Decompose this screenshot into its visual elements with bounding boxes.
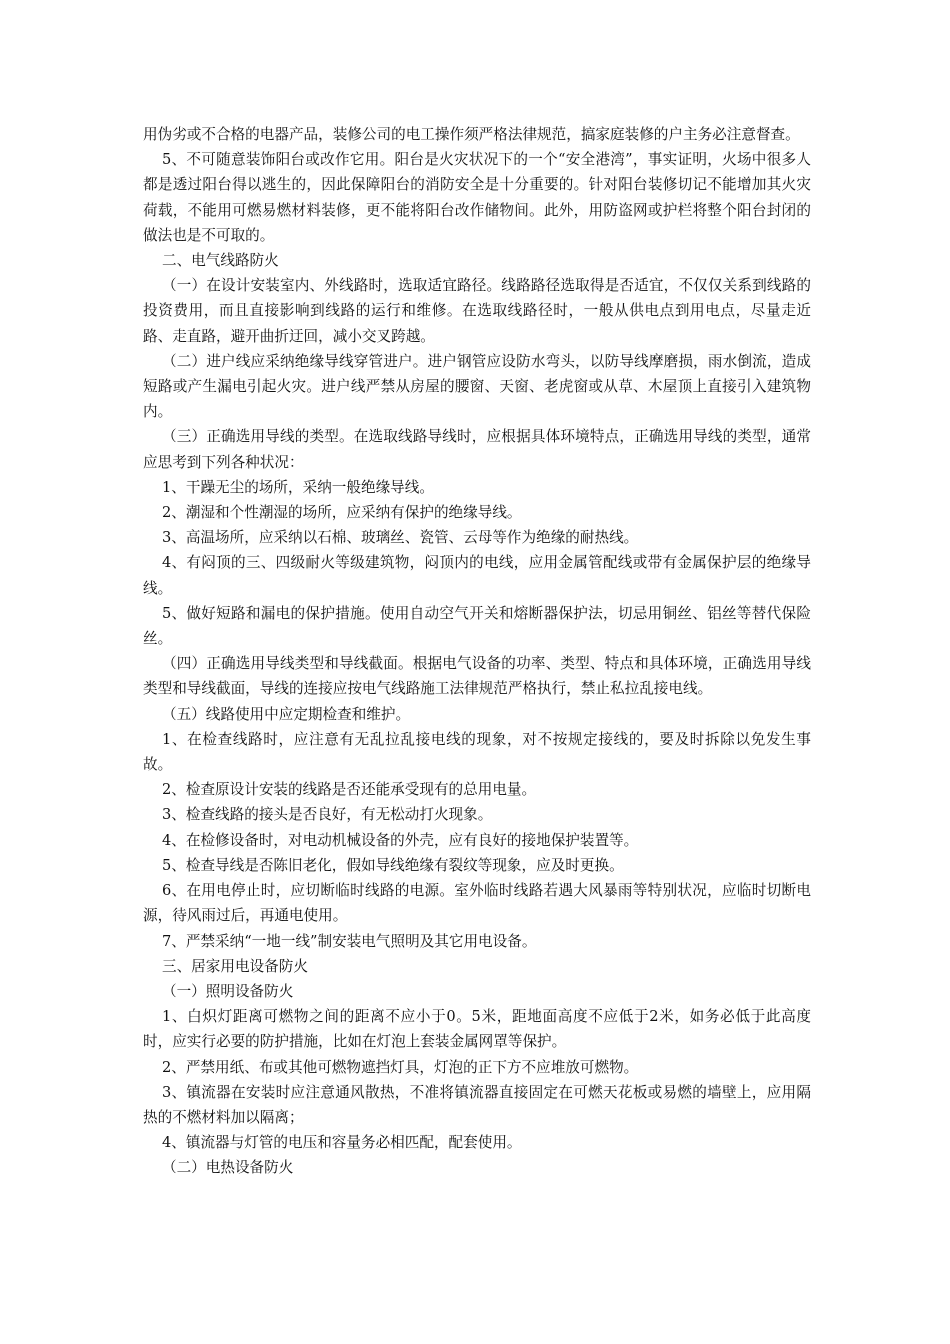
list-item: 7、严禁采纳“一地一线”制安装电气照明及其它用电设备。 — [161, 932, 537, 950]
list-item: 1、在检查线路时，应注意有无乱拉乱接电线的现象，对不按规定接线的，要及时拆除以免发生事故。 — [143, 730, 811, 774]
list-item: 2、检查原设计安装的线路是否还能承受现有的总用电量。 — [161, 781, 537, 799]
subsection-heading: （二）电热设备防火 — [161, 1159, 294, 1177]
list-item: 1、干躁无尘的场所，采纳一般绝缘导线。 — [161, 478, 434, 496]
paragraph: （五）线路使用中应定期检查和维护。 — [161, 705, 411, 723]
paragraph: （三）正确选用导线的类型。在选取线路导线时，应根据具体环境特点，正确选用导线的类型，通常应思考到下列各种状况： — [143, 428, 811, 471]
list-item: 4、镇流器与灯管的电压和容量务必相匹配，配套使用。 — [161, 1134, 522, 1152]
list-item: 3、镇流器在安装时应注意通风散热，不准将镇流器直接固定在可燃天花板或易燃的墙壁上，应用隔热的不燃材料加以隔离； — [143, 1083, 811, 1126]
paragraph: （一）在设计安装室内、外线路时，选取适宜路径。线路路径选取得是否适宜，不仅仅关系到线路的投资费用，而且直接影响到线路的运行和维修。在选取线路径时，一般从供电点到用电点，尽量走近路、走直路，避开曲折迂回，减小交叉跨越。 — [143, 277, 811, 345]
list-item: 2、潮湿和个性潮湿的场所，应采纳有保护的绝缘导线。 — [161, 504, 522, 522]
list-item: 6、在用电停止时，应切断临时线路的电源。室外临时线路若遇大风暴雨等特别状况，应临时切断电源，待风雨过后，再通电使用。 — [143, 882, 811, 925]
paragraph: 用伪劣或不合格的电器产品，装修公司的电工操作须严格法律规范，搞家庭装修的户主务必注意督查。 — [143, 126, 800, 143]
list-item: 1、白炽灯距离可燃物之间的距离不应小于0。5米，距地面高度不应低于2米，如务必低于此高度时，应实行必要的防护措施，比如在灯泡上套装金属网罩等保护。 — [143, 1008, 811, 1051]
paragraph: 5、不可随意装饰阳台或改作它用。阳台是火灾状况下的一个“安全港湾”，事实证明，火场中很多人都是透过阳台得以逃生的，因此保障阳台的消防安全是十分重要的。针对阳台装修切记不能增加其火灾荷载，不能用可燃易燃材料装修，更不能将阳台改作储物间。此外，用防盗网或护栏将整个阳台封闭的做法也是不可取的。 — [143, 151, 811, 244]
list-item: 5、检查导线是否陈旧老化，假如导线绝缘有裂纹等现象，应及时更换。 — [161, 856, 624, 874]
list-item: 2、严禁用纸、布或其他可燃物遮挡灯具，灯泡的正下方不应堆放可燃物。 — [161, 1058, 639, 1076]
subsection-heading: （一）照明设备防火 — [161, 982, 294, 1000]
paragraph: （二）进户线应采纳绝缘导线穿管进户。进户钢管应设防水弯头，以防导线摩磨损，雨水倒流，造成短路或产生漏电引起火灾。进户线严禁从房屋的腰窗、天窗、老虎窗或从草、木屋顶上直接引入建筑物内。 — [143, 352, 811, 421]
section-heading: 三、居家用电设备防火 — [161, 957, 308, 975]
list-item: 5、做好短路和漏电的保护措施。使用自动空气开关和熔断器保护法，切忌用铜丝、铝丝等替代保险丝。 — [143, 604, 811, 648]
list-item: 3、高温场所，应采纳以石棉、玻璃丝、瓷管、云母等作为绝缘的耐热线。 — [161, 529, 639, 547]
paragraph: （四）正确选用导线类型和导线截面。根据电气设备的功率、类型、特点和具体环境，正确选用导线类型和导线截面，导线的连接应按电气线路施工法律规范严格执行，禁止私拉乱接电线。 — [143, 655, 811, 698]
list-item: 3、检查线路的接头是否良好，有无松动打火现象。 — [161, 806, 493, 824]
list-item: 4、在检修设备时，对电动机械设备的外壳，应有良好的接地保护装置等。 — [161, 831, 639, 849]
section-heading: 二、电气线路防火 — [161, 252, 279, 270]
list-item: 4、有闷顶的三、四级耐火等级建筑物，闷顶内的电线，应用金属管配线或带有金属保护层的绝缘导线。 — [143, 554, 811, 597]
document-body — [143, 122, 811, 1181]
